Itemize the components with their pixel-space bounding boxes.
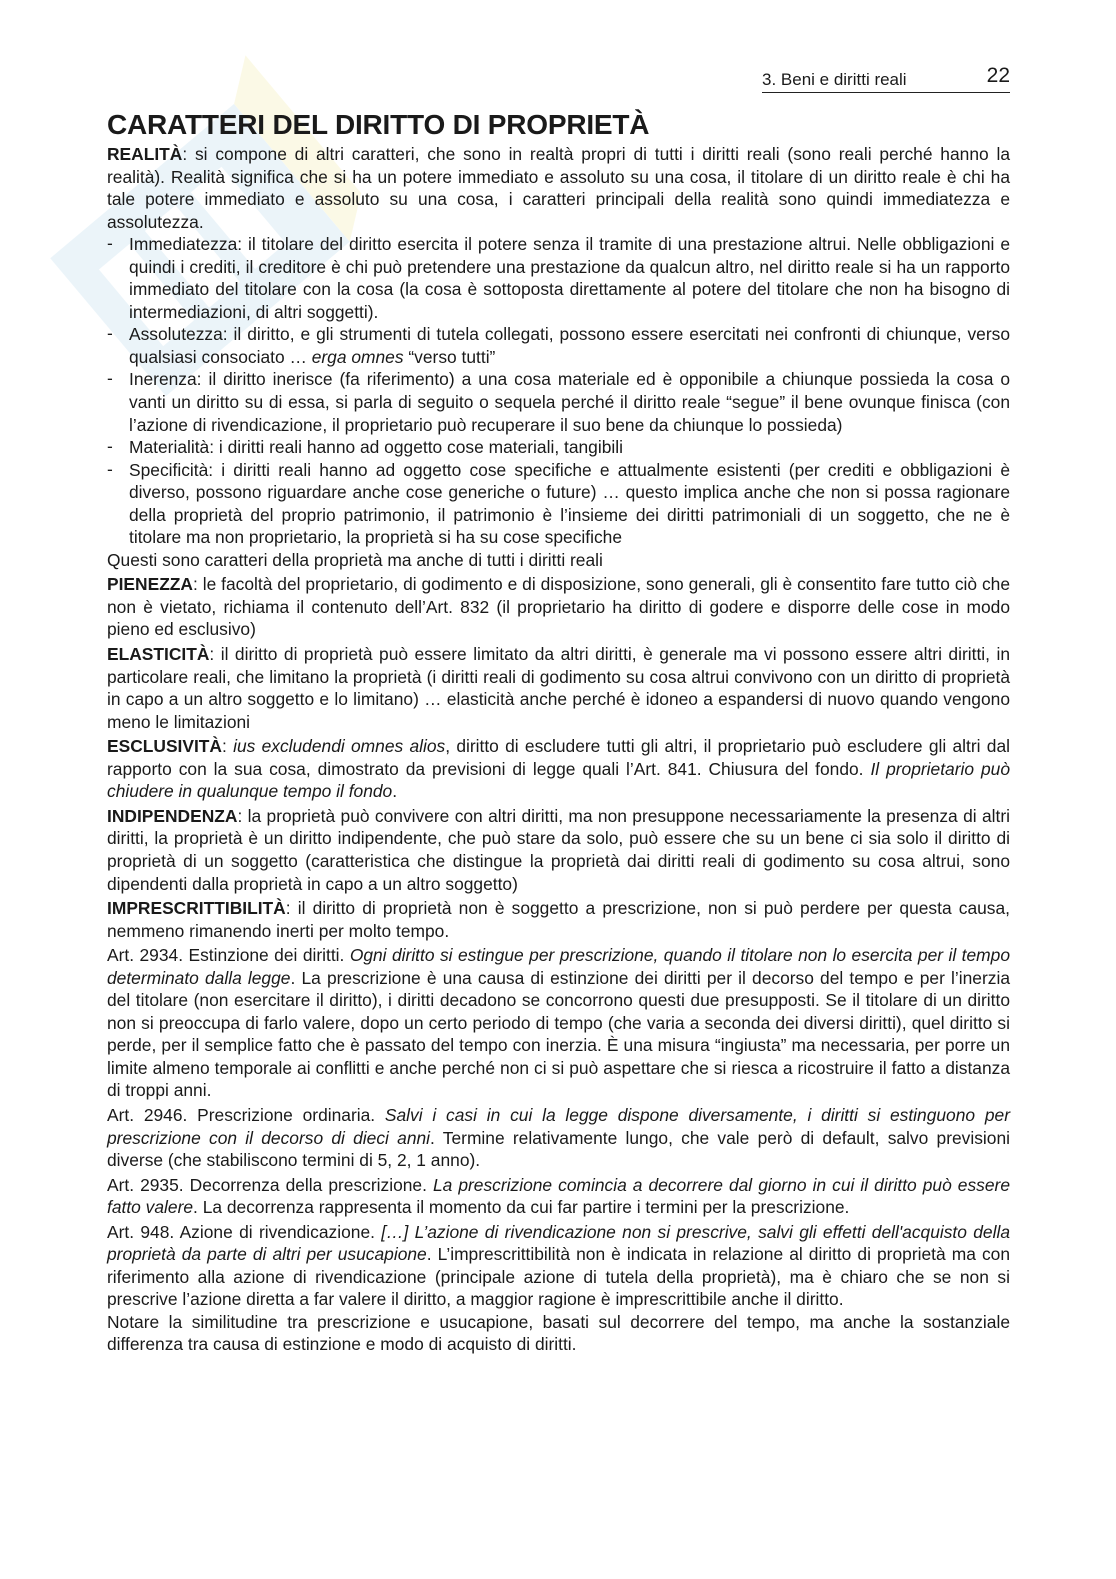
paragraph-art-2934: Art. 2934. Estinzione dei diritti. Ogni diritto si estingue per prescrizione, quando il titolare non lo esercita per il tempo determinato dalla legge. La prescrizione è una causa di estinzione dei diritti per il decorso del tempo e per l’inerzia del titolare (non esercitare il diritto), i diritti decadono se concorrono questi due presupposti. Se il titolare di un diritto non si preoccupa di farlo valere, dopo un certo periodo di tempo (che varia a seconda dei diversi diritti), quel diritto si perde, per il semplice fatto che è passato del tempo con inerzia. È una misura “ingiusta” ma necessaria, per porre un limite almeno temporale ai conflitti e anche perché non ci si può aspettare che si riesca a ricostruire il fatto a distanza di troppi anni. — [107, 945, 1010, 1101]
characteristics-list — [107, 233, 1010, 549]
paragraph-esclusivita: ESCLUSIVITÀ: ius excludendi omnes alios, diritto di escludere tutti gli altri, il proprietario può escludere gli altri dal rapporto con la sua cosa, dimostrato da previsioni di legge quali l’Art. 841. Chiusura del fondo. Il proprietario può chiudere in qualunque tempo il fondo. — [107, 736, 1010, 802]
list-item: - Materialità: i diritti reali hanno ad oggetto cose materiali, tangibili — [107, 436, 1010, 459]
page-number: 22 — [986, 64, 1010, 87]
paragraph-conclusion: Notare la similitudine tra prescrizione e usucapione, basati sul decorrere del tempo, ma anche la sostanziale differenza tra causa di estinzione e modo di acquisto di diritti. — [107, 1311, 1010, 1355]
summary-line: Questi sono caratteri della proprietà ma anche di tutti i diritti reali — [107, 549, 603, 570]
paragraph-realita: REALITÀ: si compone di altri caratteri, che sono in realtà propri di tutti i diritti reali (sono reali perché hanno la realità). Realità significa che si ha un potere immediato e assoluto su una cosa, il titolare di un diritto reale è chi ha tale potere immediato e assoluto su una cosa, i caratteri principali della realità sono quindi immediatezza e assolutezza. — [107, 144, 1010, 232]
paragraph-art-948: Art. 948. Azione di rivendicazione. […] L’azione di rivendicazione non si prescrive, salvi gli effetti dell'acquisto della proprietà da parte di altri per usucapione. L’imprescrittibilità non è indicata in relazione al diritto di proprietà ma con riferimento alla azione di rivendicazione (principale azione di tutela della proprietà), ma è chiaro che se non si prescrive l’azione diretta a far valere il diritto, a maggior ragione è imprescrittibile anche il diritto. — [107, 1221, 1010, 1310]
list-item: - Inerenza: il diritto inerisce (fa riferimento) a una cosa materiale ed è opponibile a chiunque possieda la cosa o vanti un diritto su di essa, si parla di seguito o sequela perché il diritto reale “segue” il bene ovunque finisca (con l’azione di rivendicazione, il proprietario può recuperare il suo bene da chiunque lo possieda) — [107, 368, 1010, 436]
list-item: - Specificità: i diritti reali hanno ad oggetto cose specifiche e attualmente esistenti (per crediti e obbligazioni è diverso, possono riguardare anche cose generiche o future) … questo implica anche che non si possa ragionare della proprietà del proprio patrimonio, il patrimonio è l’insieme dei diritti patrimoniali di un soggetto, che ne è titolare ma non proprietario, la proprietà si ha su cose specifiche — [107, 459, 1010, 549]
paragraph-imprescrittibilita: IMPRESCRITTIBILITÀ: il diritto di proprietà non è soggetto a prescrizione, non si può perdere per questa causa, nemmeno rimanendo inerti per molto tempo. — [107, 898, 1010, 941]
paragraph-elasticita: ELASTICITÀ: il diritto di proprietà può essere limitato da altri diritti, è generale ma vi possono essere altri diritti, in particolare reali, che limitano la proprietà (i diritti reali di godimento su cosa altrui convivono con un diritto di proprietà in capo a un altro soggetto e lo limitano) … elasticità anche perché è idoneo a espandersi di nuovo quando vengono meno le limitazioni — [107, 644, 1010, 732]
paragraph-art-2935: Art. 2935. Decorrenza della prescrizione. La prescrizione comincia a decorrere dal giorno in cui il diritto può essere fatto valere. La decorrenza rappresenta il momento da cui far partire i termini per la prescrizione. — [107, 1174, 1010, 1218]
list-item: - Immediatezza: il titolare del diritto esercita il potere senza il tramite di una prestazione altrui. Nelle obbligazioni e quindi i crediti, il creditore è chi può pretendere una prestazione da qualcun altro, nel diritto reale si ha un rapporto immediato del titolare con la cosa (la cosa è sottoposta direttamente al potere del titolare che non ha bisogno di intermediazioni, di altri soggetti). — [107, 233, 1010, 323]
paragraph-art-2946: Art. 2946. Prescrizione ordinaria. Salvi i casi in cui la legge dispone diversamente, i diritti si estinguono per prescrizione con il decorso di dieci anni. Termine relativamente lungo, che vale però di default, salvo previsioni diverse (che stabiliscono termini di 5, 2, 1 anno). — [107, 1104, 1010, 1171]
running-header — [762, 66, 1010, 93]
paragraph-indipendenza: INDIPENDENZA: la proprietà può convivere con altri diritti, ma non presuppone necessariamente la presenza di altri diritti, la proprietà è un diritto indipendente, che può stare da solo, può essere che su un bene ci sia solo il diritto di proprietà di un soggetto (caratteristica che distingue la proprietà dai diritti reali di godimento su cosa altrui, sono dipendenti dalla proprietà in capo a un altro soggetto) — [107, 805, 1010, 894]
header-section: 3. Beni e diritti reali — [762, 70, 907, 89]
list-item: - Assolutezza: il diritto, e gli strumenti di tutela collegati, possono essere esercitati nei confronti di chiunque, verso qualsiasi consociato … erga omnes “verso tutti” — [107, 323, 1010, 368]
paragraph-pienezza: PIENEZZA: le facoltà del proprietario, di godimento e di disposizione, sono generali, gli è consentito fare tutto ciò che non è vietato, richiama il contenuto dell’Art. 832 (il proprietario ha diritto di godere e disporre delle cose in modo pieno ed esclusivo) — [107, 574, 1010, 640]
page-title: CARATTERI DEL DIRITTO DI PROPRIETÀ — [107, 109, 650, 140]
document-body — [107, 108, 1010, 1356]
term-realita: REALITÀ — [107, 144, 183, 164]
